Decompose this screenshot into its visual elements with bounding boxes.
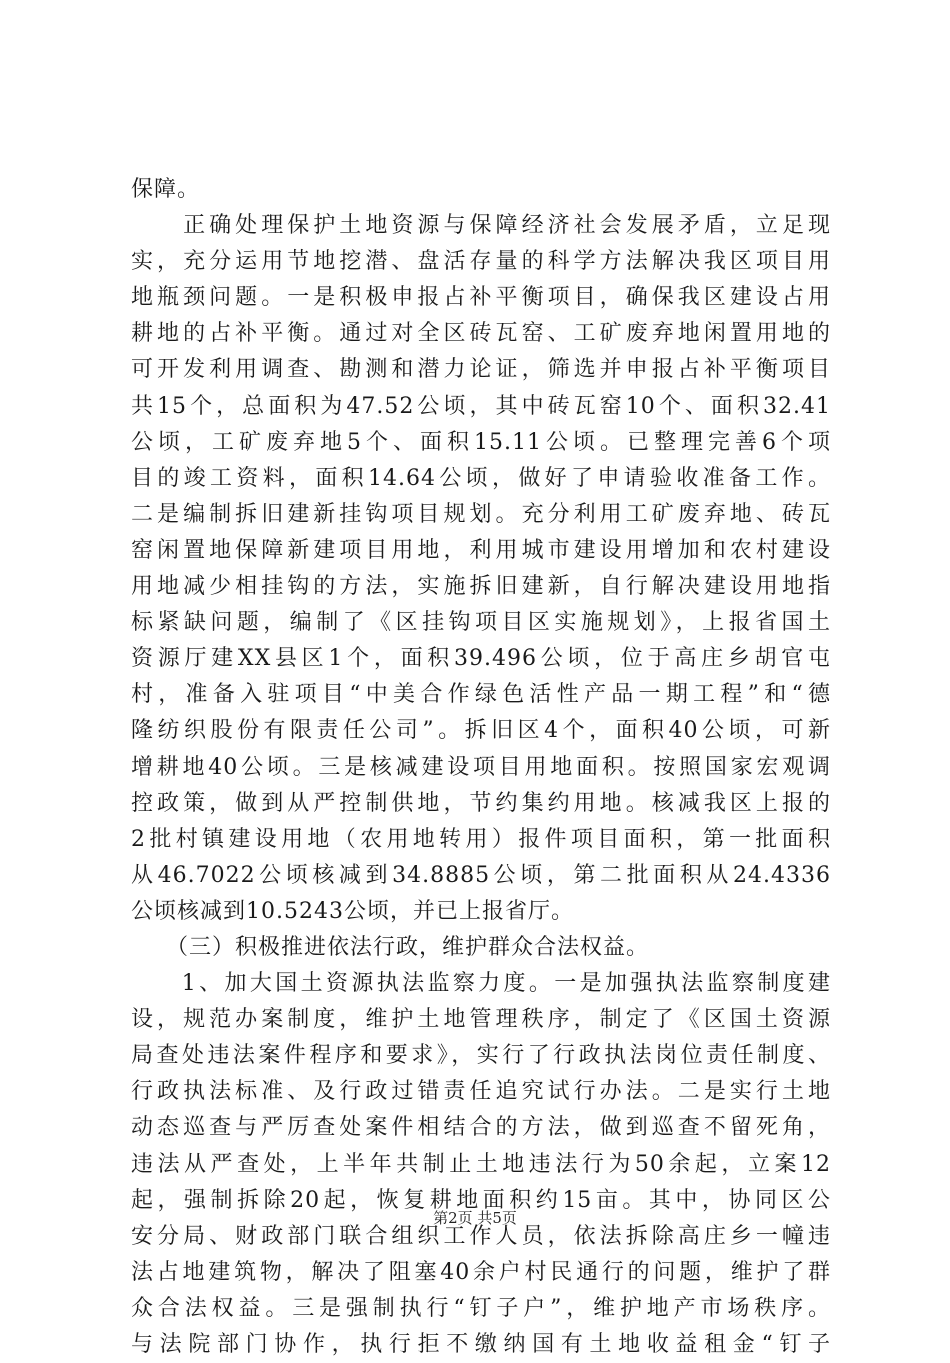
text-line: 保障。 (131, 177, 201, 202)
text-line: 目的竣工资料，面积14.64公顷，做好了申请验收准备工作。 (131, 465, 831, 491)
text-line: 村，准备入驻项目“中美合作绿色活性产品一期工程”和“德 (131, 682, 831, 708)
text-line: 安分局、财政部门联合组织工作人员，依法拆除高庄乡一幢违 (131, 1223, 831, 1249)
text-line: 动态巡查与严厉查处案件相结合的方法，做到巡查不留死角， (131, 1115, 831, 1141)
text-line: 公顷，工矿废弃地5个、面积15.11公顷。已整理完善6个项 (131, 429, 831, 455)
body-text (131, 172, 831, 1363)
text-line: 与法院部门协作，执行拒不缴纳国有土地收益租金“钉子 (131, 1332, 831, 1357)
text-line: 实，充分运用节地挖潜、盘活存量的科学方法解决我区项目用 (131, 249, 831, 275)
text-line: 地瓶颈问题。一是积极申报占补平衡项目，确保我区建设占用 (131, 285, 831, 311)
text-line: 资源厅建XX县区1个，面积39.496公顷，位于高庄乡胡官屯 (131, 646, 831, 672)
text-line: 窑闲置地保障新建项目用地，利用城市建设用增加和农村建设 (131, 537, 831, 563)
text-line: 众合法权益。三是强制执行“钉子户”，维护地产市场秩序。 (131, 1295, 831, 1321)
text-line: 公顷核减到10.5243公顷，并已上报省厅。 (131, 898, 574, 924)
text-line: 设，规范办案制度，维护土地管理秩序，制定了《区国土资源 (131, 1007, 831, 1033)
text-line: 1、加大国土资源执法监察力度。一是加强执法监察制度建 (131, 971, 831, 997)
text-line: 局查处违法案件程序和要求》，实行了行政执法岗位责任制度、 (131, 1043, 831, 1069)
text-line: 控政策，做到从严控制供地，节约集约用地。核减我区上报的 (131, 790, 831, 816)
page-number-label: 第2页 共5页 (433, 1209, 517, 1227)
text-line: 从46.7022公顷核减到34.8885公顷，第二批面积从24.4336 (131, 862, 831, 888)
text-line: 起，强制拆除20起，恢复耕地面积约15亩。其中，协同区公 (131, 1187, 831, 1213)
page-footer (0, 1207, 950, 1228)
text-line: 隆纺织股份有限责任公司”。拆旧区4个，面积40公顷，可新 (131, 718, 831, 744)
text-line: 用地减少相挂钩的方法，实施拆旧建新，自行解决建设用地指 (131, 574, 831, 600)
text-line: 标紧缺问题，编制了《区挂钩项目区实施规划》，上报省国土 (131, 610, 831, 636)
text-line: 法占地建筑物，解决了阻塞40余户村民通行的问题，维护了群 (131, 1259, 831, 1285)
text-line: 2批村镇建设用地（农用地转用）报件项目面积，第一批面积 (131, 826, 831, 852)
text-line: 可开发利用调查、勘测和潜力论证，筛选并申报占补平衡项目 (131, 357, 831, 383)
text-line: 行政执法标准、及行政过错责任追究试行办法。二是实行土地 (131, 1079, 831, 1105)
text-line: 二是编制拆旧建新挂钩项目规划。充分利用工矿废弃地、砖瓦 (131, 501, 831, 527)
section-heading: （三）积极推进依法行政，维护群众合法权益。 (131, 934, 650, 960)
text-line: 违法从严查处，上半年共制止土地违法行为50余起，立案12 (131, 1151, 831, 1177)
text-line: 共15个，总面积为47.52公顷，其中砖瓦窑10个、面积32.41 (131, 393, 831, 419)
text-line: 耕地的占补平衡。通过对全区砖瓦窑、工矿废弃地闲置用地的 (131, 321, 831, 347)
text-line: 正确处理保护土地资源与保障经济社会发展矛盾，立足现 (131, 213, 831, 239)
text-line: 增耕地40公顷。三是核减建设项目用地面积。按照国家宏观调 (131, 754, 831, 780)
